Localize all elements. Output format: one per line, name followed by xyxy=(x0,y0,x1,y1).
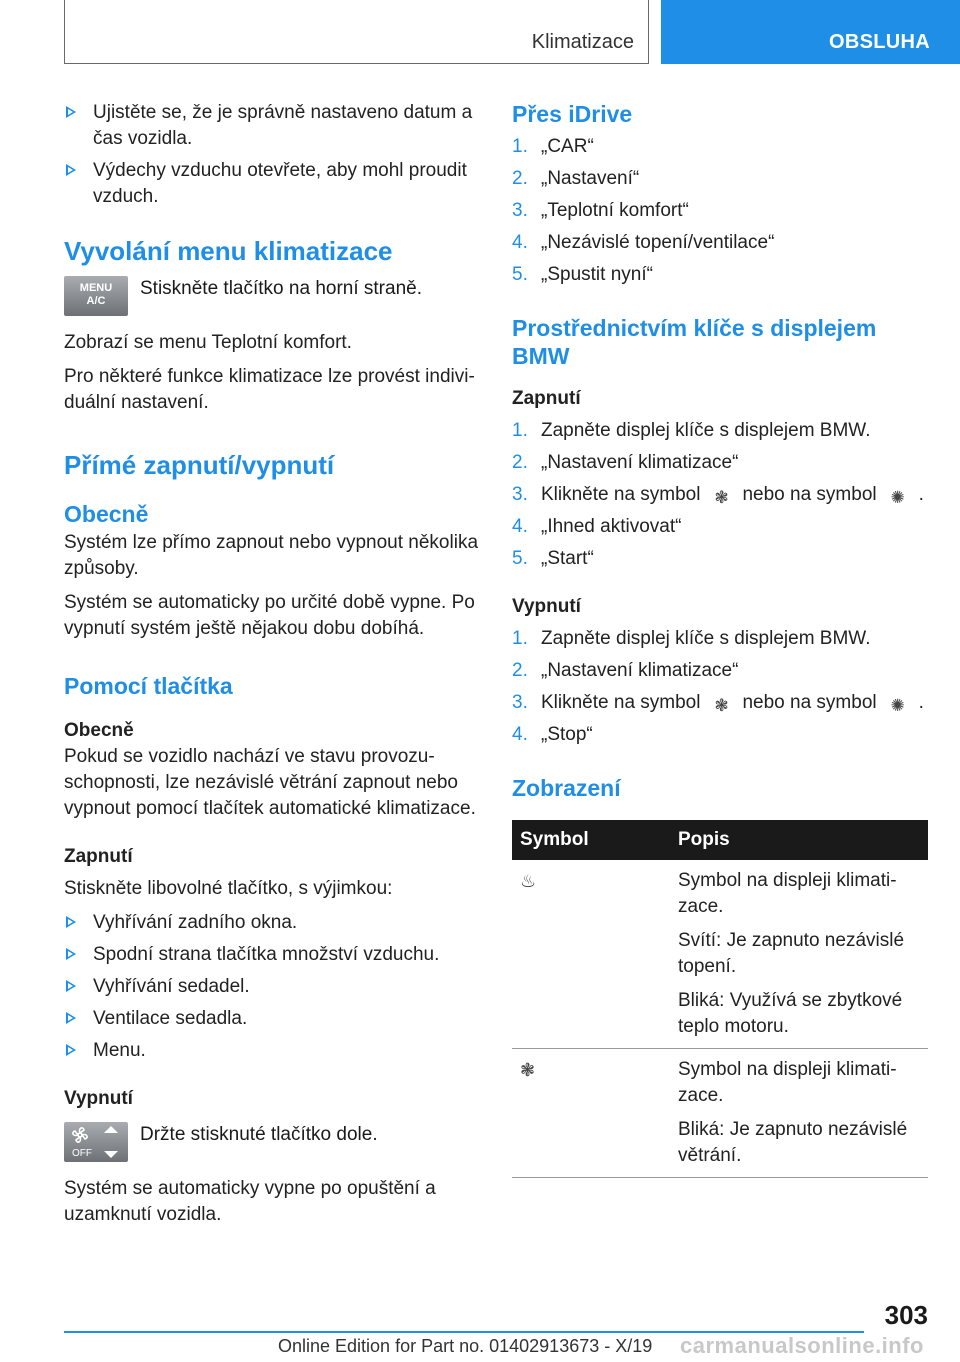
list-item: Ujistěte se, že je správně nastaveno datum a čas vozidla. xyxy=(64,100,482,152)
list-item: Spodní strana tlačítka množství vzduchu. xyxy=(64,942,482,968)
page-number: 303 xyxy=(884,1300,928,1330)
table-row: ♨ Symbol na displeji klimati-zace. Svítí: Je zapnuto nezávislé topení. Bliká: Využívá se zbytkové teplo motoru. xyxy=(512,860,928,1049)
off-press-text: Držte stisknuté tlačítko dole. xyxy=(140,1124,378,1145)
triangle-bullet-icon xyxy=(66,980,76,992)
list-item: Vyhřívání sedadel. xyxy=(64,974,482,1000)
heading-general: Obecně xyxy=(64,501,149,527)
triangle-bullet-icon xyxy=(66,164,76,176)
fan-icon: ❃ xyxy=(520,1060,536,1080)
fan-off-button-image xyxy=(64,1122,128,1162)
header-chapter-box xyxy=(64,0,649,64)
heating-icon: ♨ xyxy=(520,871,537,891)
symbol-table xyxy=(512,820,928,1178)
menu-ac-button-image: MENU A/C xyxy=(64,276,128,316)
list-item: 1. Zapněte displej klíče s displejem BMW. xyxy=(512,420,871,441)
list-item: Výdechy vzduchu otevřete, aby mohl proudit vzduch. xyxy=(64,158,482,210)
fan-heat-icon: ✺ xyxy=(890,696,905,715)
list-item: Ventilace sedadla. xyxy=(64,1006,482,1032)
list-item: 4. „Ihned aktivovat“ xyxy=(512,516,682,537)
table-row: ❃ Symbol na displeji klimati-zace. Bliká: Je zapnuto nezávislé větrání. xyxy=(512,1049,928,1178)
heading-key-off: Vypnutí xyxy=(512,596,581,617)
svg-text:OFF: OFF xyxy=(72,1148,92,1159)
heading-key-on: Zapnutí xyxy=(512,388,581,409)
paragraph: Zobrazí se menu Teplotní komfort. xyxy=(64,332,352,353)
triangle-bullet-icon xyxy=(66,1012,76,1024)
off-button-row xyxy=(64,1122,482,1162)
heading-idrive: Přes iDrive xyxy=(512,101,633,127)
heading-menu: Vyvolání menu klimatizace xyxy=(64,236,393,266)
list-item: 1. „CAR“ xyxy=(512,136,594,157)
watermark: carmanualsonline.info xyxy=(680,1333,924,1358)
fan-off-icon xyxy=(64,1122,128,1162)
list-item: 5. „Start“ xyxy=(512,548,594,569)
section-tab-label: OBSLUHA xyxy=(829,31,930,53)
fan-heat-icon: ✺ xyxy=(890,488,905,507)
heading-direct: Přímé zapnutí/vypnutí xyxy=(64,450,335,480)
triangle-bullet-icon xyxy=(66,948,76,960)
heading-display: Zobrazení xyxy=(512,775,621,801)
heading-button: Pomocí tlačítka xyxy=(64,673,233,699)
left-column xyxy=(64,100,482,1236)
right-column xyxy=(512,100,930,1178)
list-item: 2. „Nastavení klimatizace“ xyxy=(512,660,739,681)
footer-edition: Online Edition for Part no. 01402913673 - X/19 xyxy=(278,1336,653,1356)
fan-icon: ❃ xyxy=(714,696,729,715)
triangle-bullet-icon xyxy=(66,106,76,118)
menu-button-row xyxy=(64,276,482,316)
paragraph: Systém se automaticky vypne po opuštění a uzamknutí vozidla. xyxy=(64,1178,436,1225)
table-header-row xyxy=(512,820,928,860)
heading-key: Prostřednictvím klíče s displejem BMW xyxy=(512,315,877,369)
list-item: 1. Zapněte displej klíče s displejem BMW. xyxy=(512,628,871,649)
heading-on: Zapnutí xyxy=(64,846,133,867)
menu-press-text: Stiskněte tlačítko na horní straně. xyxy=(140,278,422,299)
list-item: Vyhřívání zadního okna. xyxy=(64,910,482,936)
triangle-bullet-icon xyxy=(66,1044,76,1056)
triangle-bullet-icon xyxy=(66,916,76,928)
paragraph: Pro některé funkce klimatizace lze provést indivi-duální nastavení. xyxy=(64,366,475,413)
list-item: 3. „Teplotní komfort“ xyxy=(512,200,689,221)
chapter-title: Klimatizace xyxy=(531,31,634,53)
list-item: 2. „Nastavení“ xyxy=(512,168,640,189)
list-item: 3. Klikněte na symbol ❃ nebo na symbol ✺ . xyxy=(512,484,924,507)
list-item: 2. „Nastavení klimatizace“ xyxy=(512,452,739,473)
list-item: 4. „Nezávislé topení/ventilace“ xyxy=(512,232,775,253)
list-item: Menu. xyxy=(64,1038,482,1064)
list-item: 3. Klikněte na symbol ❃ nebo na symbol ✺ . xyxy=(512,692,924,715)
column-header-description: Popis xyxy=(670,820,928,860)
fan-icon: ❃ xyxy=(714,488,729,507)
column-header-symbol: Symbol xyxy=(512,820,670,860)
paragraph: Stiskněte libovolné tlačítko, s výjimkou: xyxy=(64,878,393,899)
paragraph: Systém lze přímo zapnout nebo vypnout několika způsoby. xyxy=(64,532,479,579)
list-item: 5. „Spustit nyní“ xyxy=(512,264,653,285)
paragraph: Pokud se vozidlo nachází ve stavu provozu-schopnosti, lze nezávislé větrání zapnout nebo vypnout pomocí tlačítek automatické klimatizace. xyxy=(64,746,476,819)
section-tab xyxy=(661,0,960,64)
heading-obecne: Obecně xyxy=(64,720,134,741)
paragraph: Systém se automaticky po určité době vypne. Po vypnutí systém ještě nějakou dobu dobíhá. xyxy=(64,592,475,639)
list-item: 4. „Stop“ xyxy=(512,724,593,745)
heading-off: Vypnutí xyxy=(64,1088,133,1109)
